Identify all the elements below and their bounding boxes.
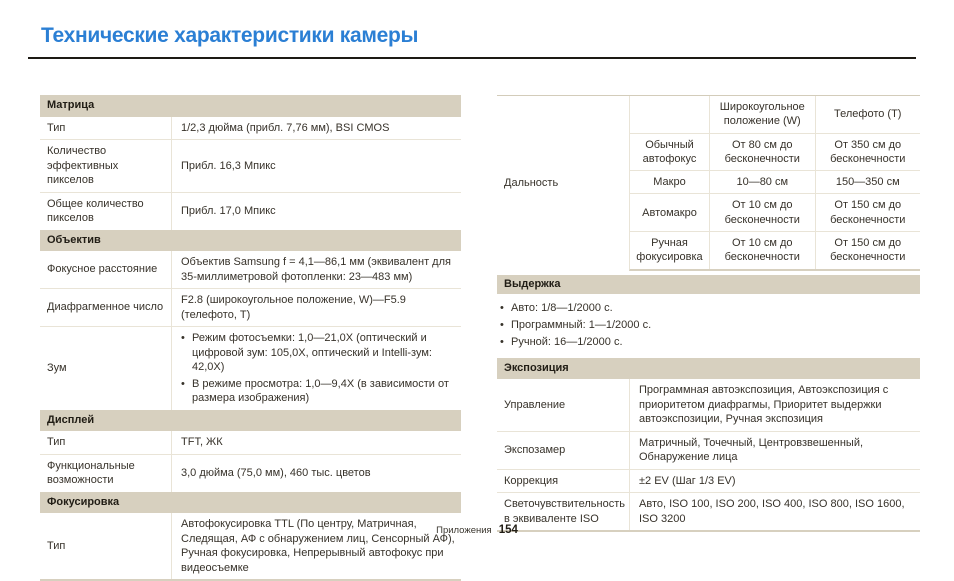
range-mode-cell: Автомакро bbox=[630, 194, 709, 232]
zoom-bullet-list bbox=[181, 331, 455, 406]
range-grid bbox=[629, 96, 920, 271]
range-wide-cell: От 10 см до бесконечности bbox=[709, 232, 815, 269]
row-value: Авто, ISO 100, ISO 200, ISO 400, ISO 800, ISO 1600, ISO 3200 bbox=[629, 493, 920, 530]
table-row bbox=[497, 469, 920, 493]
left-spec-table bbox=[40, 95, 461, 581]
row-value: ±2 EV (Шаг 1/3 EV) bbox=[629, 470, 920, 493]
row-label: Экспозамер bbox=[504, 444, 566, 457]
row-label: Тип bbox=[47, 436, 66, 449]
section-header-matrix: Матрица bbox=[40, 95, 461, 117]
footer-section-label: Приложения bbox=[436, 525, 492, 536]
range-row-label: Дальность bbox=[504, 177, 559, 190]
left-column bbox=[40, 95, 461, 581]
section-header-lens: Объектив bbox=[40, 230, 461, 252]
row-label: Тип bbox=[47, 540, 66, 553]
row-value: TFT, ЖК bbox=[171, 431, 461, 454]
range-tele-cell: От 350 см до бесконечности bbox=[815, 134, 921, 172]
footer-page-number: 154 bbox=[498, 524, 518, 536]
row-label: Светочувствительность в эквиваленте ISO bbox=[504, 498, 625, 525]
row-label: Фокусное расстояние bbox=[47, 263, 158, 276]
row-label: Функциональные возможности bbox=[47, 459, 135, 487]
row-label: Общее количество пикселов bbox=[47, 197, 144, 225]
bullet-item: • Программный: 1—1/2000 с. bbox=[500, 317, 920, 334]
row-value: Матричный, Точечный, Центровзвешенный, Обнаружение лица bbox=[629, 432, 920, 469]
shutter-section bbox=[497, 275, 920, 358]
section-header-exposure: Экспозиция bbox=[497, 358, 920, 380]
table-row bbox=[497, 431, 920, 469]
table-row bbox=[40, 192, 461, 230]
row-value bbox=[171, 327, 461, 410]
table-row bbox=[40, 454, 461, 492]
range-tele-cell: От 150 см до бесконечности bbox=[815, 194, 921, 232]
row-value: Программная автоэкспозиция, Автоэкспозиция с приоритетом диафрагмы, Приоритет выдержки автоэкспозиции, Ручная экспозиция bbox=[629, 379, 920, 431]
bullet-item: • Режим фотосъемки: 1,0—21,0X (оптический и цифровой зум: 105,0X, оптический и Intelli-зум: 42,0X) bbox=[181, 331, 455, 375]
row-value: 1/2,3 дюйма (прибл. 7,76 мм), BSI CMOS bbox=[171, 117, 461, 140]
exposure-section bbox=[497, 358, 920, 533]
title-underline bbox=[28, 57, 916, 59]
range-mode-cell: Обычный автофокус bbox=[630, 134, 709, 172]
range-wide-cell: 10—80 см bbox=[709, 171, 815, 194]
row-label: Коррекция bbox=[504, 474, 559, 487]
page-title: Технические характеристики камеры bbox=[41, 24, 419, 47]
row-label: Зум bbox=[47, 362, 67, 375]
table-row bbox=[497, 379, 920, 431]
range-corner-cell bbox=[630, 96, 709, 134]
section-header-display: Дисплей bbox=[40, 410, 461, 432]
table-row bbox=[40, 117, 461, 140]
range-tele-cell: 150—350 см bbox=[815, 171, 921, 194]
table-row bbox=[40, 139, 461, 192]
row-value: Прибл. 17,0 Мпикс bbox=[171, 193, 461, 230]
table-row bbox=[40, 288, 461, 326]
table-row bbox=[40, 251, 461, 288]
table-row bbox=[40, 326, 461, 410]
row-label: Тип bbox=[47, 121, 66, 134]
range-tele-cell: От 150 см до бесконечности bbox=[815, 232, 921, 269]
row-value: Автофокусировка TTL (По центру, Матричная, Следящая, АФ с обнаружением лиц, Сенсорный АФ), Ручная фокусировка, Непрерывный автофокус при видеосъемке bbox=[171, 513, 461, 579]
row-value: 3,0 дюйма (75,0 мм), 460 тыс. цветов bbox=[171, 455, 461, 492]
row-value: Прибл. 16,3 Мпикс bbox=[171, 140, 461, 192]
page-footer bbox=[0, 520, 954, 538]
shutter-bullet-list bbox=[497, 294, 920, 358]
range-mode-cell: Ручная фокусировка bbox=[636, 237, 703, 264]
section-header-shutter: Выдержка bbox=[497, 275, 920, 294]
section-header-focus: Фокусировка bbox=[40, 492, 461, 514]
range-mode-cell: Макро bbox=[630, 171, 709, 194]
range-col-header-tele: Телефото (T) bbox=[815, 96, 921, 134]
row-label: Количество эффективных пикселов bbox=[47, 145, 119, 187]
row-label: Управление bbox=[504, 398, 566, 411]
row-label: Диафрагменное число bbox=[47, 301, 164, 314]
range-wide-cell: От 10 см до бесконечности bbox=[709, 194, 815, 232]
range-wide-cell: От 80 см до бесконечности bbox=[709, 134, 815, 172]
bullet-item: • В режиме просмотра: 1,0—9,4X (в зависимости от размера изображения) bbox=[181, 377, 455, 406]
range-col-header-wide: Широкоугольное положение (W) bbox=[709, 96, 815, 134]
row-value: Объектив Samsung f = 4,1—86,1 мм (эквивалент для 35-миллиметровой фотопленки: 23—483 мм) bbox=[171, 251, 461, 288]
row-value: F2.8 (широкоугольное положение, W)—F5.9 (телефото, T) bbox=[171, 289, 461, 326]
bullet-item: • Авто: 1/8—1/2000 с. bbox=[500, 300, 920, 317]
bullet-item: • Ручной: 16—1/2000 с. bbox=[500, 334, 920, 351]
focus-range-table bbox=[497, 95, 920, 271]
table-row bbox=[40, 431, 461, 454]
right-column bbox=[497, 95, 920, 532]
